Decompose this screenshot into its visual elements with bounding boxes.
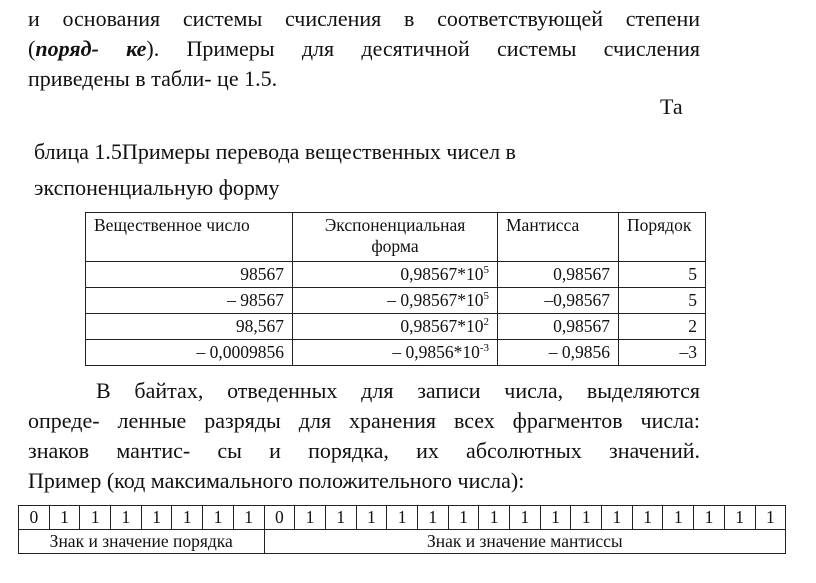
- order-bit: 1: [49, 506, 80, 530]
- bit-layout-table: [18, 505, 786, 554]
- cell-mantissa: 0,98567: [498, 262, 619, 288]
- mantissa-bit: 1: [356, 506, 387, 530]
- table-row: [86, 262, 706, 288]
- mantissa-bit: 1: [663, 506, 694, 530]
- table-row: [86, 340, 706, 366]
- cell-order: 5: [619, 288, 706, 314]
- intro-italic-term: поряд- ке: [35, 36, 147, 61]
- bits-row: [19, 506, 786, 530]
- intro-line-1: и основания системы счисления в соответствующей степени: [28, 6, 700, 31]
- bytes-line-3: знаков мантис- сы и порядка, их абсолютных значений.: [28, 438, 700, 463]
- order-bit: 1: [111, 506, 142, 530]
- caption-line-2: экспоненциальную форму: [34, 175, 280, 200]
- mantissa-bit: 1: [724, 506, 755, 530]
- bytes-line-1: В байтах, отведенных для записи числа, выделяются: [96, 378, 700, 403]
- mantissa-bit: 1: [694, 506, 725, 530]
- cell-exp-form: $0,98567*10^2$: [293, 314, 498, 340]
- conversion-table: [85, 212, 706, 366]
- bytes-paragraph: [28, 376, 700, 496]
- mantissa-bit: 1: [295, 506, 326, 530]
- intro-paragraph: [28, 4, 700, 94]
- order-bit: 1: [80, 506, 111, 530]
- mantissa-bit: 1: [540, 506, 571, 530]
- table-header-row: [86, 213, 706, 262]
- labels-row: [19, 530, 786, 554]
- bytes-line-4: Пример (код максимального положительного числа):: [28, 468, 525, 493]
- table-row: [86, 314, 706, 340]
- cell-number: – 98567: [86, 288, 293, 314]
- cell-order: –3: [619, 340, 706, 366]
- cell-exp-form: $0,98567*10^5$: [293, 262, 498, 288]
- mantissa-bit: 1: [479, 506, 510, 530]
- intro-line-3: приведены в табли- це 1.5.: [28, 66, 278, 91]
- order-bit: 1: [141, 506, 172, 530]
- order-bit: 1: [203, 506, 234, 530]
- cell-exp-form: – $0,98567*10^5$: [293, 288, 498, 314]
- mantissa-bit: 1: [387, 506, 418, 530]
- mantissa-bit: 1: [571, 506, 602, 530]
- mantissa-label: Знак и значение мантиссы: [264, 530, 786, 554]
- header-real-number: Вещественное число: [86, 213, 293, 262]
- order-bit: 1: [172, 506, 203, 530]
- cell-order: 5: [619, 262, 706, 288]
- cell-mantissa: 0,98567: [498, 314, 619, 340]
- cell-number: 98567: [86, 262, 293, 288]
- order-bit: 1: [233, 506, 264, 530]
- mantissa-bit: 0: [264, 506, 295, 530]
- cell-mantissa: –0,98567: [498, 288, 619, 314]
- mantissa-bit: 1: [755, 506, 786, 530]
- order-bit: 0: [19, 506, 50, 530]
- order-label: Знак и значение порядка: [19, 530, 265, 554]
- mantissa-bit: 1: [448, 506, 479, 530]
- table-row: [86, 288, 706, 314]
- cell-number: – 0,0009856: [86, 340, 293, 366]
- bytes-line-2: опреде- ленные разряды для хранения всех фрагментов числа:: [28, 408, 700, 433]
- mantissa-bit: 1: [632, 506, 663, 530]
- cell-mantissa: – 0,9856: [498, 340, 619, 366]
- mantissa-bit: 1: [417, 506, 448, 530]
- header-mantissa: Мантисса: [498, 213, 619, 262]
- mantissa-bit: 1: [510, 506, 541, 530]
- intro-line-2: (поряд- ке). Примеры для десятичной системы счисления: [28, 36, 701, 61]
- mantissa-bit: 1: [325, 506, 356, 530]
- mantissa-bit: 1: [602, 506, 633, 530]
- header-exponential-form: Экспоненциальная форма: [293, 213, 498, 262]
- table-caption: [34, 134, 674, 206]
- cell-order: 2: [619, 314, 706, 340]
- header-order: Порядок: [619, 213, 706, 262]
- caption-line-1: блица 1.5Примеры перевода вещественных чисел в: [34, 139, 516, 164]
- caption-fragment: Та: [660, 94, 683, 119]
- cell-number: 98,567: [86, 314, 293, 340]
- cell-exp-form: – $0,9856*10^{-3}$: [293, 340, 498, 366]
